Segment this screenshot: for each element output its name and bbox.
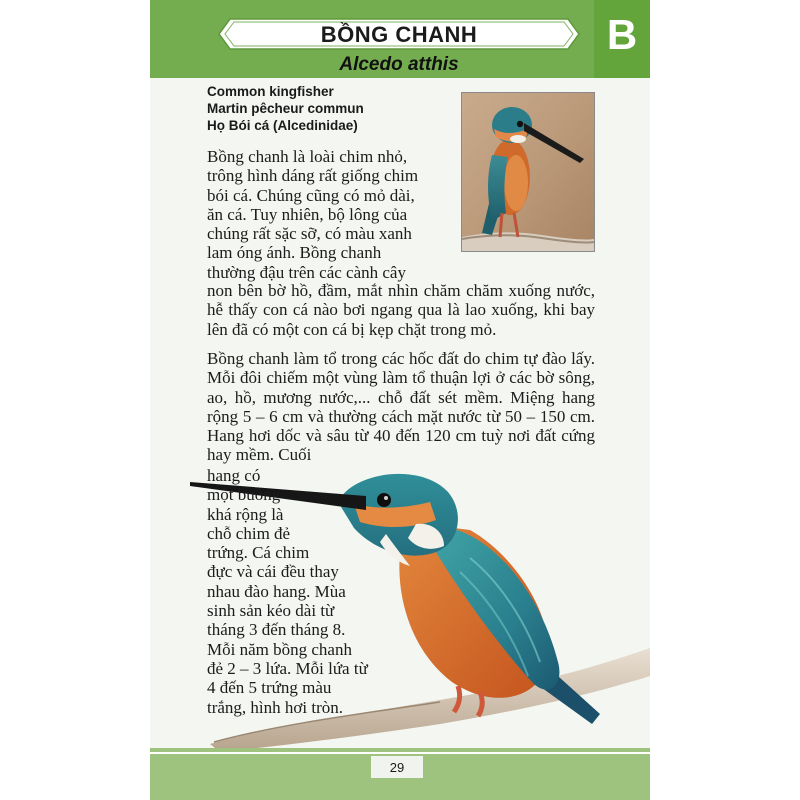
title-banner	[218, 18, 580, 50]
text-line: tháng 3 đến tháng 8.	[207, 620, 346, 640]
section-letter-tab: B	[594, 0, 650, 78]
text-line: trông hình dáng rất giống chim	[207, 166, 419, 186]
text-line: khá rộng là	[207, 504, 284, 524]
family-name: Họ Bói cá (Alcedinidae)	[207, 118, 358, 133]
paragraph-2-column	[207, 466, 407, 717]
text-line: Mỗi năm bồng chanh	[207, 639, 352, 659]
english-name: Common kingfisher	[207, 84, 334, 99]
text-line: nhau đào hang. Mùa	[207, 581, 346, 601]
common-names	[207, 83, 364, 134]
text-line: ăn cá. Tuy nhiên, bộ lông của	[207, 204, 408, 224]
text-line: hang có	[207, 466, 261, 485]
text-line: đẻ 2 – 3 lứa. Mỗi lứa từ	[207, 658, 368, 678]
text-line: thường đậu trên các cành cây	[207, 262, 406, 282]
paragraph-2: Bồng chanh làm tổ trong các hốc đất do chim tự đào lấy. Mỗi đôi chiếm một vùng làm tổ thuận lợi ở các bờ sông, ao, hồ, mương nước,... chỗ đất sét mềm. Miệng hang rộng 5 – 6 cm và thường cách mặt nước từ 50 – 150 cm. Hang hơi dốc và sâu từ 40 đến 120 cm tuỳ nơi đất cứng hay mềm. Cuối	[207, 349, 595, 465]
page-number: 29	[371, 756, 423, 778]
text-line: lam óng ánh. Bồng chanh	[207, 243, 382, 263]
footer-divider	[150, 752, 650, 754]
text-line: 4 đến 5 trứng màu	[207, 678, 332, 698]
paragraph-1-narrow	[207, 147, 457, 282]
text-line: một buồng	[207, 485, 281, 505]
book-page	[150, 0, 650, 800]
text-line: trứng. Cá chim	[207, 543, 310, 563]
paragraph-1-continued: non bên bờ hồ, đầm, mắt nhìn chăm chăm xuống nước, hễ thấy con cá nào bơi ngang qua là lao xuống, khi bay lên đã có một con cá bị kẹp chặt trong mỏ.	[207, 281, 595, 339]
scientific-name: Alcedo atthis	[339, 54, 459, 75]
text-line: chúng rất sặc sỡ, có màu xanh	[207, 224, 412, 244]
text-line: đực và cái đều thay	[207, 562, 339, 582]
text-line: bói cá. Chúng cũng có mỏ dài,	[207, 185, 415, 205]
text-line: chỗ chim đẻ	[207, 523, 291, 543]
page-title: BỒNG CHANH	[320, 22, 478, 47]
text-line: sinh sản kéo dài từ	[207, 601, 335, 621]
french-name: Martin pêcheur commun	[207, 101, 364, 116]
text-line: Bồng chanh là loài chim nhỏ,	[207, 147, 408, 166]
kingfisher-photo-perched	[461, 92, 595, 252]
text-line: trắng, hình hơi tròn.	[207, 697, 343, 717]
